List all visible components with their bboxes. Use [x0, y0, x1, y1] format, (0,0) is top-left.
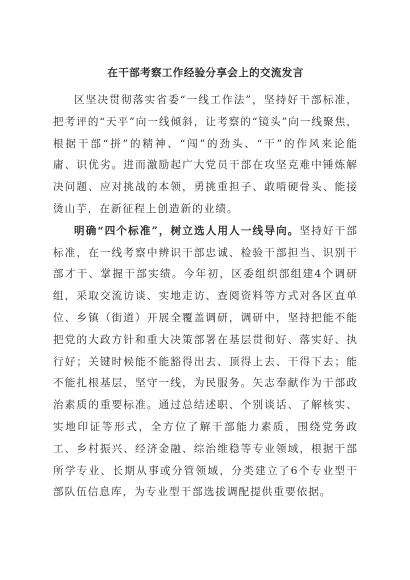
paragraph-standards-text: 坚持好干部标准，在一线考察中辨识干部忠诚、检验干部担当、识别干部才干、掌握干部实绩。今年初，区委组织部组建4个调研组，采取交流访谈、实地走访、查阅资料等方式对各区直单位、乡镇（街道）开展全覆盖调研，调研中，坚持把能不能把党的大政方针和重大决策部署在基层贯彻好、落实好、执行好；关键时候能不能豁得出去、顶得上去、干得下去；能不能扎根基层，坚守一线，为民服务。矢志奉献作为干部政治素质的重要标准。通过总结述职、个别谈话、了解核实、实地印证等形式，全方位了解干部能力素质，围绕党务政工、乡村振兴、经济金融、综治维稳等专业领域，根据干部所学专业、长期从事或分管领域，分类建立了6个专业型干部队伍信息库，为专业型干部选拔调配提供重要依据。 — [53, 224, 359, 499]
paragraph-intro-text: 区坚决贯彻落实省委“一线工作法”，坚持好干部标准，把考评的“天平”向一线倾斜，让考察的“镜头”向一线聚焦，根据干部“拼”的精神、“闯”的劲头、“干”的作风来论能庸、识优劣。进而激励起广大党员干部在攻坚克难中锤炼解决问题、应对挑战的本领，勇挑重担子、敢啃硬骨头、能接烫山芋，在新征程上创造新的业绩。 — [53, 94, 358, 215]
paragraph-intro — [53, 90, 358, 221]
paragraph-standards — [53, 221, 358, 504]
document-title: 在干部考察工作经验分享会上的交流发言 — [107, 67, 304, 79]
paragraph-standards-heading: 明确“四个标准”，树立选人用人一线导向。 — [74, 224, 300, 237]
